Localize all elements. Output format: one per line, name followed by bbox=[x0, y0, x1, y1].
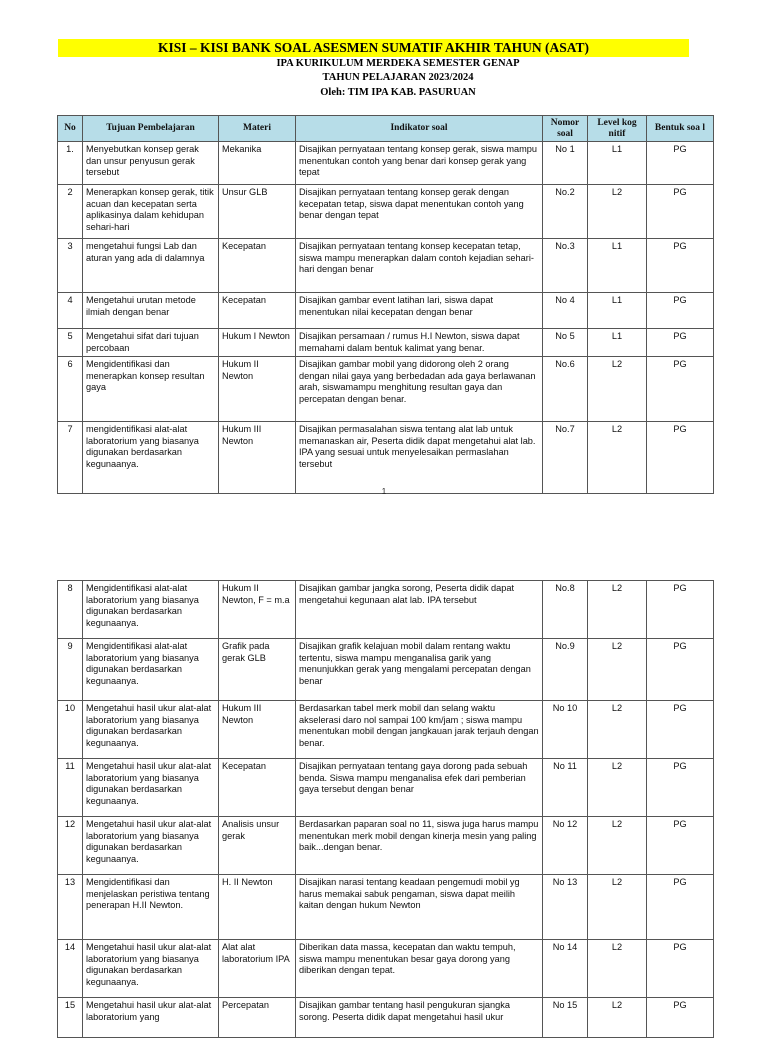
cell-materi: Hukum II Newton bbox=[219, 357, 296, 422]
cell-level-kognitif: L2 bbox=[588, 875, 647, 940]
cell-materi: Kecepatan bbox=[219, 293, 296, 329]
cell-level-kognitif: L2 bbox=[588, 701, 647, 759]
cell-indikator-soal: Disajikan gambar tentang hasil pengukuran sjangka sorong. Peserta didik dapat mengetahui hasil ukur bbox=[296, 998, 543, 1038]
cell-bentuk-soal: PG bbox=[647, 701, 714, 759]
cell-bentuk-soal: PG bbox=[647, 357, 714, 422]
cell-indikator-soal: Disajikan grafik kelajuan mobil dalam rentang waktu tertentu, siswa mampu menganalisa garik yang menunjukkan gerak yang mengalami percepatan dengan benar bbox=[296, 639, 543, 701]
cell-level-kognitif: L2 bbox=[588, 940, 647, 998]
cell-nomor-soal: No.9 bbox=[543, 639, 588, 701]
cell-nomor-soal: No 11 bbox=[543, 759, 588, 817]
cell-no: 1. bbox=[58, 142, 83, 185]
table-row bbox=[58, 185, 714, 239]
cell-tujuan-pembelajaran: Mengetahui hasil ukur alat-alat laboratorium yang biasanya digunakan berdasarkan kegunaanya. bbox=[83, 701, 219, 759]
cell-tujuan-pembelajaran: Mengidentifikasi alat-alat laboratorium yang biasanya digunakan berdasarkan kegunaanya. bbox=[83, 639, 219, 701]
cell-tujuan-pembelajaran: Menyebutkan konsep gerak dan unsur penyusun gerak tersebut bbox=[83, 142, 219, 185]
cell-materi: Analisis unsur gerak bbox=[219, 817, 296, 875]
cell-no: 3 bbox=[58, 239, 83, 293]
cell-materi: H. II Newton bbox=[219, 875, 296, 940]
cell-nomor-soal: No 10 bbox=[543, 701, 588, 759]
cell-materi: Alat alat laboratorium IPA bbox=[219, 940, 296, 998]
cell-indikator-soal: Disajikan pernyataan tentang konsep gerak, siswa mampu menentukan contoh yang benar dari konsep gerak yang tepat bbox=[296, 142, 543, 185]
table-row bbox=[58, 701, 714, 759]
col-header-bentuk-soal: Bentuk soa l bbox=[647, 116, 714, 142]
page-two bbox=[0, 580, 768, 1024]
cell-level-kognitif: L1 bbox=[588, 142, 647, 185]
table-row bbox=[58, 875, 714, 940]
cell-bentuk-soal: PG bbox=[647, 422, 714, 494]
col-header-level-kognitif: Level kog nitif bbox=[588, 116, 647, 142]
cell-tujuan-pembelajaran: Mengetahui urutan metode ilmiah dengan benar bbox=[83, 293, 219, 329]
kisi-table-page-one bbox=[57, 115, 714, 494]
cell-tujuan-pembelajaran: Mengetahui hasil ukur alat-alat laboratorium yang biasanya digunakan berdasarkan kegunaanya. bbox=[83, 817, 219, 875]
cell-materi: Hukum II Newton, F = m.a bbox=[219, 581, 296, 639]
table-row bbox=[58, 998, 714, 1038]
cell-level-kognitif: L2 bbox=[588, 817, 647, 875]
cell-indikator-soal: Disajikan pernyataan tentang konsep kecepatan tetap, siswa mampu menerapkan dalam contoh kejadian sehari-hari dengan benar bbox=[296, 239, 543, 293]
cell-no: 5 bbox=[58, 329, 83, 357]
cell-nomor-soal: No 14 bbox=[543, 940, 588, 998]
table-row bbox=[58, 357, 714, 422]
cell-level-kognitif: L2 bbox=[588, 581, 647, 639]
cell-nomor-soal: No 12 bbox=[543, 817, 588, 875]
cell-nomor-soal: No.8 bbox=[543, 581, 588, 639]
table-row bbox=[58, 581, 714, 639]
document-title: KISI – KISI BANK SOAL ASESMEN SUMATIF AKHIR TAHUN (ASAT) bbox=[58, 39, 689, 57]
cell-tujuan-pembelajaran: Mengetahui hasil ukur alat-alat laboratorium yang biasanya digunakan berdasarkan kegunaanya. bbox=[83, 759, 219, 817]
table-row bbox=[58, 422, 714, 494]
cell-nomor-soal: No.6 bbox=[543, 357, 588, 422]
cell-indikator-soal: Berdasarkan paparan soal no 11, siswa juga harus mampu menentukan merk mobil dengan kinerja mesin yang paling baik...dengan benar. bbox=[296, 817, 543, 875]
table-row bbox=[58, 142, 714, 185]
cell-bentuk-soal: PG bbox=[647, 329, 714, 357]
cell-nomor-soal: No.2 bbox=[543, 185, 588, 239]
cell-bentuk-soal: PG bbox=[647, 759, 714, 817]
cell-bentuk-soal: PG bbox=[647, 875, 714, 940]
cell-indikator-soal: Disajikan pernyataan tentang konsep gerak dengan kecepatan tetap, siswa dapat menentukan contoh yang benar dengan tepat bbox=[296, 185, 543, 239]
cell-bentuk-soal: PG bbox=[647, 293, 714, 329]
col-header-tujuan: Tujuan Pembelajaran bbox=[83, 116, 219, 142]
cell-bentuk-soal: PG bbox=[647, 639, 714, 701]
cell-materi: Hukum III Newton bbox=[219, 701, 296, 759]
table-row bbox=[58, 817, 714, 875]
cell-level-kognitif: L2 bbox=[588, 998, 647, 1038]
cell-tujuan-pembelajaran: Mengetahui hasil ukur alat-alat laboratorium yang biasanya digunakan berdasarkan kegunaanya. bbox=[83, 940, 219, 998]
subtitle-school-year: TAHUN PELAJARAN 2023/2024 bbox=[322, 72, 474, 83]
cell-materi: Unsur GLB bbox=[219, 185, 296, 239]
table-row bbox=[58, 239, 714, 293]
cell-materi: Percepatan bbox=[219, 998, 296, 1038]
cell-level-kognitif: L2 bbox=[588, 357, 647, 422]
cell-materi: Grafik pada gerak GLB bbox=[219, 639, 296, 701]
cell-tujuan-pembelajaran: Mengetahui sifat dari tujuan percobaan bbox=[83, 329, 219, 357]
cell-bentuk-soal: PG bbox=[647, 998, 714, 1038]
cell-materi: Mekanika bbox=[219, 142, 296, 185]
cell-bentuk-soal: PG bbox=[647, 142, 714, 185]
cell-tujuan-pembelajaran: Mengetahui hasil ukur alat-alat laboratorium yang bbox=[83, 998, 219, 1038]
col-header-nomor-soal: Nomor soal bbox=[543, 116, 588, 142]
cell-nomor-soal: No.3 bbox=[543, 239, 588, 293]
table-row bbox=[58, 293, 714, 329]
cell-indikator-soal: Disajikan gambar jangka sorong, Peserta didik dapat mengetahui kegunaan alat lab. IPA tersebut bbox=[296, 581, 543, 639]
cell-tujuan-pembelajaran: mengidentifikasi alat-alat laboratorium yang biasanya digunakan berdasarkan kegunaanya. bbox=[83, 422, 219, 494]
col-header-no: No bbox=[58, 116, 83, 142]
cell-bentuk-soal: PG bbox=[647, 817, 714, 875]
col-header-materi: Materi bbox=[219, 116, 296, 142]
cell-level-kognitif: L1 bbox=[588, 239, 647, 293]
cell-level-kognitif: L1 bbox=[588, 329, 647, 357]
cell-tujuan-pembelajaran: Mengidentifikasi dan menjelaskan peristiwa tentang penerapan H.II Newton. bbox=[83, 875, 219, 940]
cell-nomor-soal: No 4 bbox=[543, 293, 588, 329]
cell-level-kognitif: L2 bbox=[588, 422, 647, 494]
cell-bentuk-soal: PG bbox=[647, 185, 714, 239]
cell-level-kognitif: L1 bbox=[588, 293, 647, 329]
cell-no: 13 bbox=[58, 875, 83, 940]
kisi-table-page-two bbox=[57, 580, 714, 1038]
cell-nomor-soal: No 15 bbox=[543, 998, 588, 1038]
cell-level-kognitif: L2 bbox=[588, 185, 647, 239]
table-row bbox=[58, 759, 714, 817]
cell-tujuan-pembelajaran: Menerapkan konsep gerak, titik acuan dan kecepatan serta aplikasinya dalam kehidupan sehari-hari bbox=[83, 185, 219, 239]
table-row bbox=[58, 329, 714, 357]
cell-no: 2 bbox=[58, 185, 83, 239]
cell-nomor-soal: No 1 bbox=[543, 142, 588, 185]
cell-no: 8 bbox=[58, 581, 83, 639]
cell-no: 9 bbox=[58, 639, 83, 701]
cell-no: 12 bbox=[58, 817, 83, 875]
cell-nomor-soal: No 5 bbox=[543, 329, 588, 357]
subtitle-curriculum: IPA KURIKULUM MERDEKA SEMESTER GENAP bbox=[276, 58, 520, 69]
cell-bentuk-soal: PG bbox=[647, 940, 714, 998]
cell-level-kognitif: L2 bbox=[588, 639, 647, 701]
cell-tujuan-pembelajaran: Mengidentifikasi alat-alat laboratorium yang biasanya digunakan berdasarkan kegunaanya. bbox=[83, 581, 219, 639]
cell-no: 7 bbox=[58, 422, 83, 494]
cell-materi: Hukum I Newton bbox=[219, 329, 296, 357]
cell-materi: Kecepatan bbox=[219, 239, 296, 293]
cell-no: 15 bbox=[58, 998, 83, 1038]
cell-indikator-soal: Disajikan pernyataan tentang gaya dorong pada sebuah benda. Siswa mampu menganalisa efek dari pemberian gaya tersebut dengan benar bbox=[296, 759, 543, 817]
col-header-indikator: Indikator soal bbox=[296, 116, 543, 142]
cell-no: 11 bbox=[58, 759, 83, 817]
cell-no: 6 bbox=[58, 357, 83, 422]
cell-bentuk-soal: PG bbox=[647, 581, 714, 639]
cell-nomor-soal: No.7 bbox=[543, 422, 588, 494]
cell-indikator-soal: Disajikan gambar mobil yang didorong oleh 2 orang dengan nilai gaya yang berbedadan ada gaya berlawanan arah, siswamampu menghitung resultan gaya dan percepatan dengan benar. bbox=[296, 357, 543, 422]
cell-bentuk-soal: PG bbox=[647, 239, 714, 293]
table-row bbox=[58, 639, 714, 701]
cell-no: 10 bbox=[58, 701, 83, 759]
cell-indikator-soal: Disajikan gambar event latihan lari, siswa dapat menentukan nilai kecepatan dengan benar bbox=[296, 293, 543, 329]
page-number: 1 bbox=[381, 487, 387, 496]
cell-no: 4 bbox=[58, 293, 83, 329]
cell-materi: Kecepatan bbox=[219, 759, 296, 817]
cell-tujuan-pembelajaran: Mengidentifikasi dan menerapkan konsep resultan gaya bbox=[83, 357, 219, 422]
cell-materi: Hukum III Newton bbox=[219, 422, 296, 494]
table-row bbox=[58, 940, 714, 998]
cell-nomor-soal: No 13 bbox=[543, 875, 588, 940]
cell-indikator-soal: Berdasarkan tabel merk mobil dan selang waktu akselerasi daro nol sampai 100 km/jam ; siswa mampu menentukan mobil dengan jangkauan jarak terjauh dengan benar. bbox=[296, 701, 543, 759]
cell-indikator-soal: Diberikan data massa, kecepatan dan waktu tempuh, siswa mampu menentukan besar gaya dorong yang diberikan dengan tepat. bbox=[296, 940, 543, 998]
cell-indikator-soal: Disajikan narasi tentang keadaan pengemudi mobil yg harus memakai sabuk pengaman, siswa dapat meilih kaitan dengan hukum Newton bbox=[296, 875, 543, 940]
cell-level-kognitif: L2 bbox=[588, 759, 647, 817]
cell-tujuan-pembelajaran: mengetahui fungsi Lab dan aturan yang ada di dalamnya bbox=[83, 239, 219, 293]
cell-no: 14 bbox=[58, 940, 83, 998]
table-header-row bbox=[58, 116, 714, 142]
subtitle-author: Oleh: TIM IPA KAB. PASURUAN bbox=[320, 87, 476, 98]
cell-indikator-soal: Disajikan permasalahan siswa tentang alat lab untuk memanaskan air, Peserta didik dapat mengetahui alat lab. IPA yang sesuai untuk menyelesaikan permaslahan tersebut bbox=[296, 422, 543, 494]
cell-indikator-soal: Disajikan persamaan / rumus H.I Newton, siswa dapat memahami dalam bentuk kalimat yang benar. bbox=[296, 329, 543, 357]
